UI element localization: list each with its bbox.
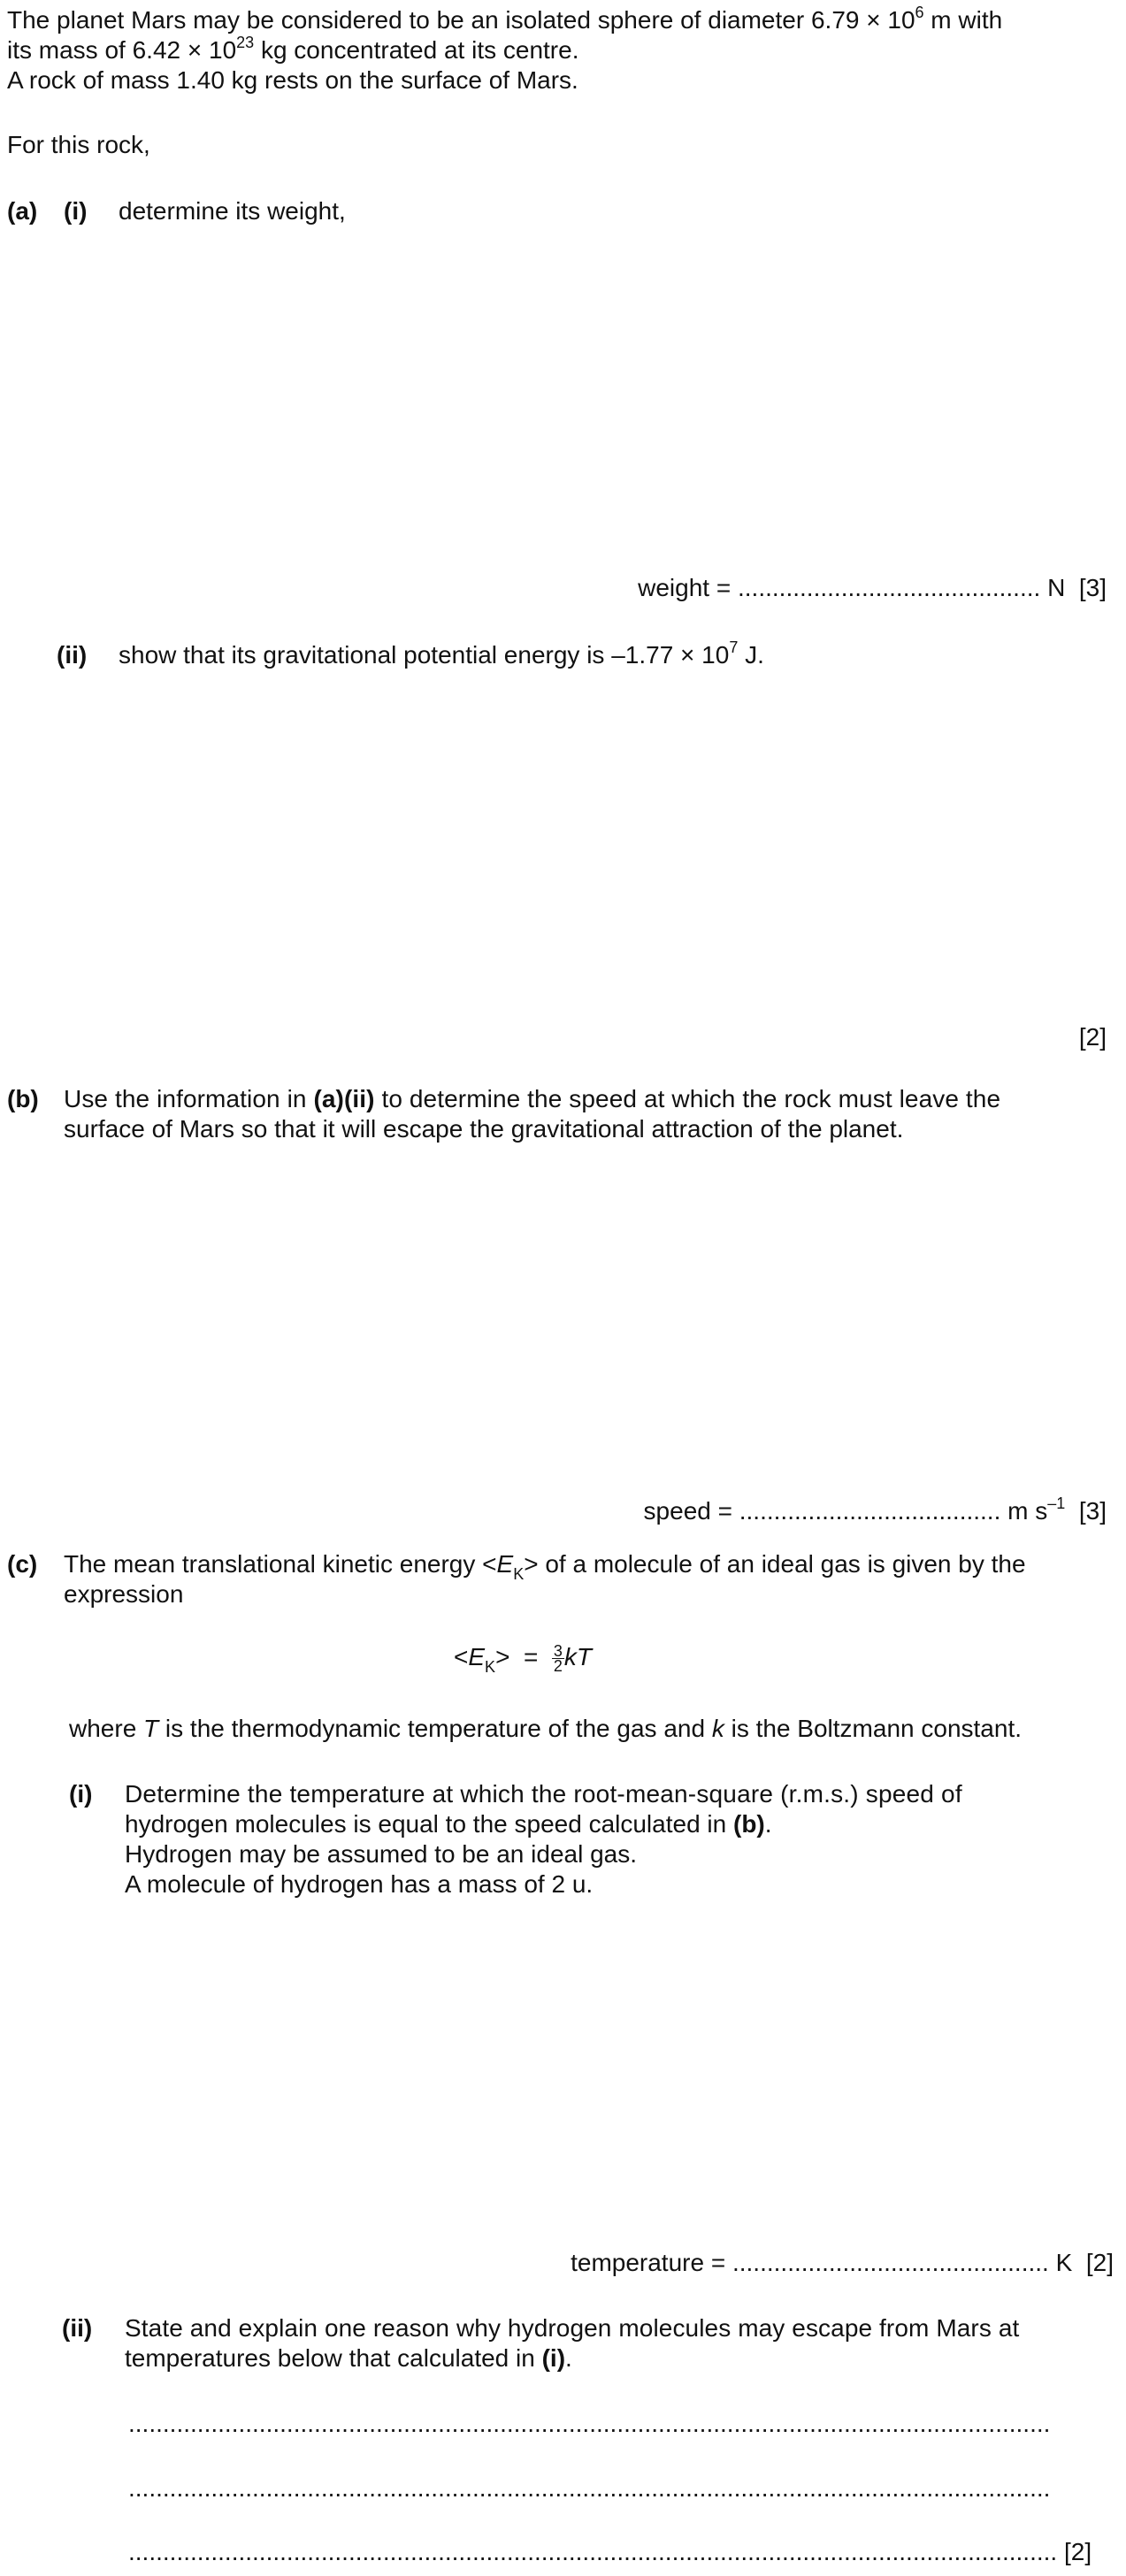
fraction-numerator: 3 (553, 1642, 563, 1661)
equals-sign: = (523, 1643, 539, 1670)
answer-line[interactable]: ............................................ (738, 574, 1041, 601)
part-c-ii-line-1: State and explain one reason why hydrogen molecules may escape from Mars at (125, 2314, 1020, 2342)
subscript: K (485, 1658, 496, 1676)
symbol-t: T (143, 1715, 159, 1742)
question-reference: (i) (541, 2344, 566, 2372)
question-text: The mean translational kinetic energy < (64, 1550, 497, 1578)
answer-line[interactable]: .............................................. (732, 2249, 1049, 2276)
part-c-i-line-1: Determine the temperature at which the root-mean-square (r.m.s.) speed of (125, 1780, 962, 1808)
answer-line-3[interactable]: ....................................................................................................................................... (128, 2538, 1058, 2565)
part-a-label: (a) (7, 197, 38, 225)
intro-text: kg concentrated at its centre. (254, 36, 579, 64)
part-b-label: (b) (7, 1085, 39, 1112)
part-c-where-line (69, 1712, 1022, 1746)
intro-text: The planet Mars may be considered to be an isolated sphere of diameter 6.79 × 10 (7, 6, 915, 34)
part-c-i-line-4: A molecule of hydrogen has a mass of 2 u. (125, 1870, 594, 1898)
marks: [3] (1078, 574, 1107, 601)
question-text: Use the information in (64, 1085, 314, 1112)
part-c-ii-line-2 (125, 2342, 572, 2375)
intro-line-3: A rock of mass 1.40 kg rests on the surface of Mars. (7, 66, 578, 94)
symbol-e: E (468, 1643, 486, 1670)
part-c-line-2: expression (64, 1580, 184, 1608)
part-b-line-2: surface of Mars so that it will escape the gravitational attraction of the planet. (64, 1115, 904, 1143)
question-text: to determine the speed at which the rock must leave the (374, 1085, 1001, 1112)
intro-text: its mass of 6.42 × 10 (7, 36, 237, 64)
temperature-answer-row (571, 2246, 1114, 2280)
part-c-ii-label: (ii) (62, 2314, 93, 2342)
marks: [2] (1085, 2249, 1114, 2276)
part-a-ii-question (119, 638, 764, 672)
weight-answer-row (638, 571, 1107, 605)
unit: K (1048, 2249, 1073, 2276)
answer-label: temperature = (571, 2249, 732, 2276)
intro-line-4: For this rock, (7, 131, 150, 158)
exponent: 6 (915, 4, 924, 21)
question-text: hydrogen molecules is equal to the speed calculated in (125, 1810, 733, 1838)
part-c-label: (c) (7, 1550, 38, 1578)
unit: N (1040, 574, 1066, 601)
unit-exponent: –1 (1047, 1494, 1066, 1512)
part-a-ii-label: (ii) (57, 641, 88, 669)
exponent: 23 (236, 34, 255, 51)
symbol-e: E (496, 1550, 514, 1578)
question-text: is the thermodynamic temperature of the gas and (158, 1715, 712, 1742)
question-text: show that its gravitational potential energy is –1.77 × 10 (119, 641, 730, 669)
kinetic-energy-equation (454, 1640, 592, 1674)
question-reference: (b) (733, 1810, 765, 1838)
intro-line-1 (7, 4, 1002, 37)
answer-line-3-row (128, 2535, 1092, 2569)
fraction (552, 1642, 564, 1676)
answer-label: weight = (638, 574, 738, 601)
answer-line[interactable]: ...................................... (739, 1497, 1001, 1525)
question-text: > of a molecule of an ideal gas is given by the (524, 1550, 1026, 1578)
symbol-kt: kT (563, 1643, 593, 1670)
answer-line-2[interactable]: ...................................................................................................................................... (128, 2474, 1051, 2502)
question-reference: (a)(ii) (313, 1085, 375, 1112)
part-c-i-line-2 (125, 1808, 772, 1841)
marks: [2] (1064, 2538, 1092, 2565)
part-a-ii-marks: [2] (1078, 1023, 1107, 1051)
question-text: temperatures below that calculated in (125, 2344, 542, 2372)
part-c-i-label: (i) (69, 1780, 93, 1808)
fraction-denominator: 2 (553, 1657, 563, 1676)
answer-label: speed = (643, 1497, 739, 1525)
part-c-line-1 (64, 1548, 1026, 1581)
intro-text: m with (923, 6, 1003, 34)
subscript: K (513, 1565, 525, 1583)
unit: m s (1000, 1497, 1048, 1525)
question-text: where (69, 1715, 144, 1742)
answer-line-1[interactable]: ...................................................................................................................................... (128, 2410, 1051, 2437)
part-b-line-1 (64, 1082, 1106, 1116)
part-a-i-label: (i) (64, 197, 88, 225)
part-a-i-question: determine its weight, (119, 197, 346, 225)
equation-text: < (454, 1643, 469, 1670)
symbol-k: k (711, 1715, 724, 1742)
equation-text: > (495, 1643, 510, 1670)
question-text: J. (738, 641, 764, 669)
intro-line-2 (7, 34, 578, 67)
speed-answer-row (644, 1494, 1107, 1528)
question-text: . (565, 2344, 572, 2372)
question-text: . (764, 1810, 772, 1838)
question-text: is the Boltzmann constant. (724, 1715, 1023, 1742)
exponent: 7 (729, 638, 739, 656)
part-c-i-line-3: Hydrogen may be assumed to be an ideal gas. (125, 1840, 638, 1868)
marks: [3] (1078, 1497, 1107, 1525)
